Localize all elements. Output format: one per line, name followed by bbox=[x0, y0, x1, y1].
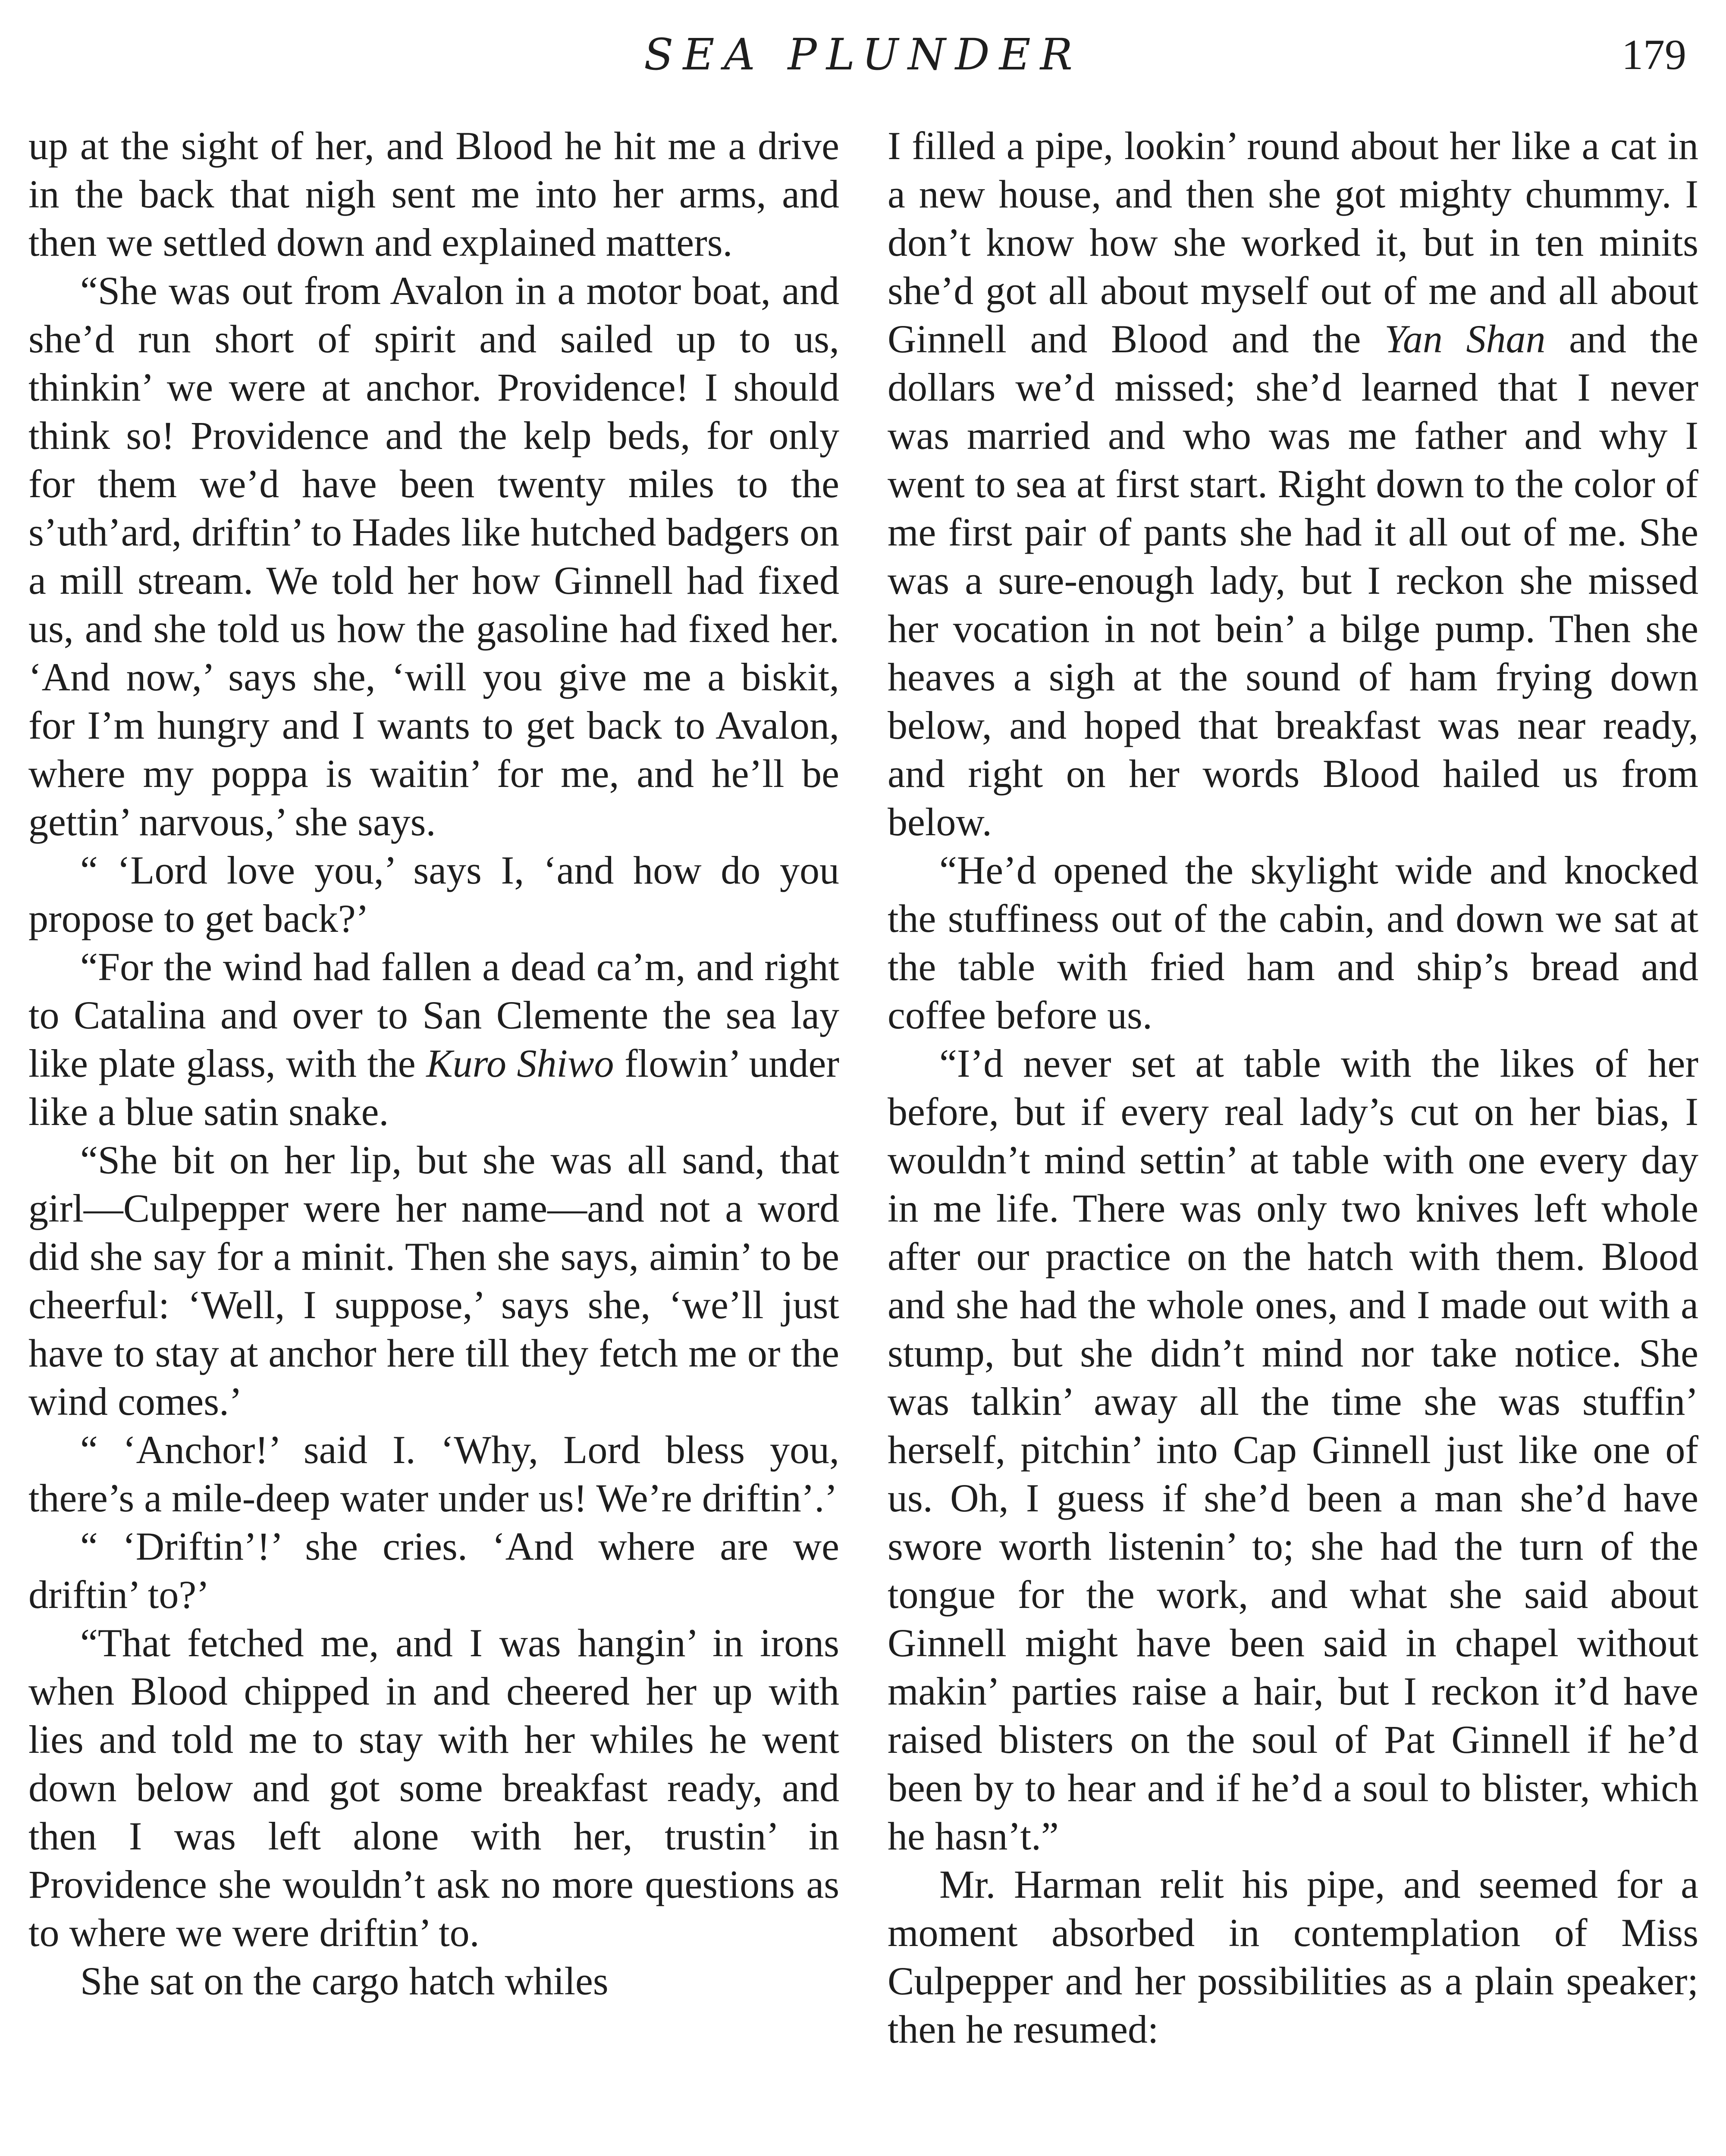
text-run: and the dollars we’d missed; she’d learned that I never was married and who was me father and why I went to sea at first start. Right down to the color of me first pair of pants she had it all out of me. She was a sure-enough lady, but I reckon she missed her vocation in not bein’ a bilge pump. Then she heaves a sigh at the sound of ham frying down below, and hoped that breakfast was near ready, and right on her words Blood hailed us from below. bbox=[888, 317, 1698, 844]
paragraph: “ ‘Anchor!’ said I. ‘Why, Lord bless you, there’s a mile-deep water under us! We’re driftin’.’ bbox=[28, 1428, 839, 1520]
italic-ship-name: Kuro Shiwo bbox=[426, 1041, 614, 1085]
left-column bbox=[28, 122, 839, 2005]
paragraph: “That fetched me, and I was hangin’ in irons when Blood chipped in and cheered her up with lies and told me to stay with her whiles he went down below and got some breakfast ready, and then I was left alone with her, trustin’ in Providence she wouldn’t ask no more questions as to where we were driftin’ to. bbox=[28, 1621, 839, 1955]
right-column bbox=[888, 122, 1698, 2053]
paragraph: She sat on the cargo hatch whiles bbox=[80, 1959, 609, 2003]
paragraph: “She was out from Avalon in a motor boat, and she’d run short of spirit and sailed up to us, thinkin’ we were at anchor. Providence! I should think so! Providence and the kelp beds, for only for them we’d have been twenty miles to the s’uth’ard, driftin’ to Hades like hutched badgers on a mill stream. We told her how Ginnell had fixed us, and she told us how the gasoline had fixed her. ‘And now,’ says she, ‘will you give me a biskit, for I’m hungry and I wants to get back to Avalon, where my poppa is waitin’ for me, and he’ll be gettin’ narvous,’ she says. bbox=[28, 269, 839, 844]
paragraph: “ ‘Driftin’!’ she cries. ‘And where are we driftin’ to?’ bbox=[28, 1524, 839, 1617]
page-number: 179 bbox=[1622, 31, 1686, 78]
paragraph bbox=[888, 122, 1698, 846]
text-run: flowin’ under like a blue satin snake. bbox=[28, 1041, 839, 1134]
italic-ship-name: Yan Shan bbox=[1384, 317, 1546, 361]
paragraph bbox=[28, 943, 839, 1136]
paragraph: Mr. Harman relit his pipe, and seemed for a moment absorbed in contemplation of Miss Culpepper and her possibilities as a plain speaker; then he resumed: bbox=[888, 1862, 1698, 2051]
running-head bbox=[0, 27, 1726, 83]
paragraph: “He’d opened the skylight wide and knocked the stuffiness out of the cabin, and down we sat at the table with fried ham and ship’s bread and coffee before us. bbox=[888, 848, 1698, 1037]
paragraph: up at the sight of her, and Blood he hit me a drive in the back that nigh sent me into her arms, and then we settled down and explained matters. bbox=[28, 124, 839, 264]
running-title: SEA PLUNDER bbox=[644, 29, 1082, 80]
paragraph: “She bit on her lip, but she was all sand, that girl—Culpepper were her name—and not a word did she say for a minit. Then she says, aimin’ to be cheerful: ‘Well, I suppose,’ says she, ‘we’ll just have to stay at anchor here till they fetch me or the wind comes.’ bbox=[28, 1138, 839, 1423]
text-run: I filled a pipe, lookin’ round about her like a cat in a new house, and then she got mighty chummy. I don’t know how she worked it, but in ten minits she’d got all about myself out of me and all about Ginnell and Blood and the bbox=[888, 124, 1698, 361]
paragraph: “ ‘Lord love you,’ says I, ‘and how do you propose to get back?’ bbox=[28, 848, 839, 940]
text-run: “For the wind had fallen a dead ca’m, and right to Catalina and over to San Clemente the sea lay like plate glass, with the bbox=[28, 945, 839, 1085]
paragraph: “I’d never set at table with the likes of her before, but if every real lady’s cut on her bias, I wouldn’t mind settin’ at table with one every day in me life. There was only two knives left whole after our practice on the hatch with them. Blood and she had the whole ones, and I made out with a stump, but she didn’t mind nor take notice. She was talkin’ away all the time she was stuffin’ herself, pitchin’ into Cap Ginnell just like one of us. Oh, I guess if she’d been a man she’d have swore worth listenin’ to; she had the turn of the tongue for the work, and what she said about Ginnell might have been said in chapel without makin’ parties raise a hair, but I reckon it’d have raised blisters on the soul of Pat Ginnell if he’d been by to hear and if he’d a soul to blister, which he hasn’t.” bbox=[888, 1041, 1698, 1858]
